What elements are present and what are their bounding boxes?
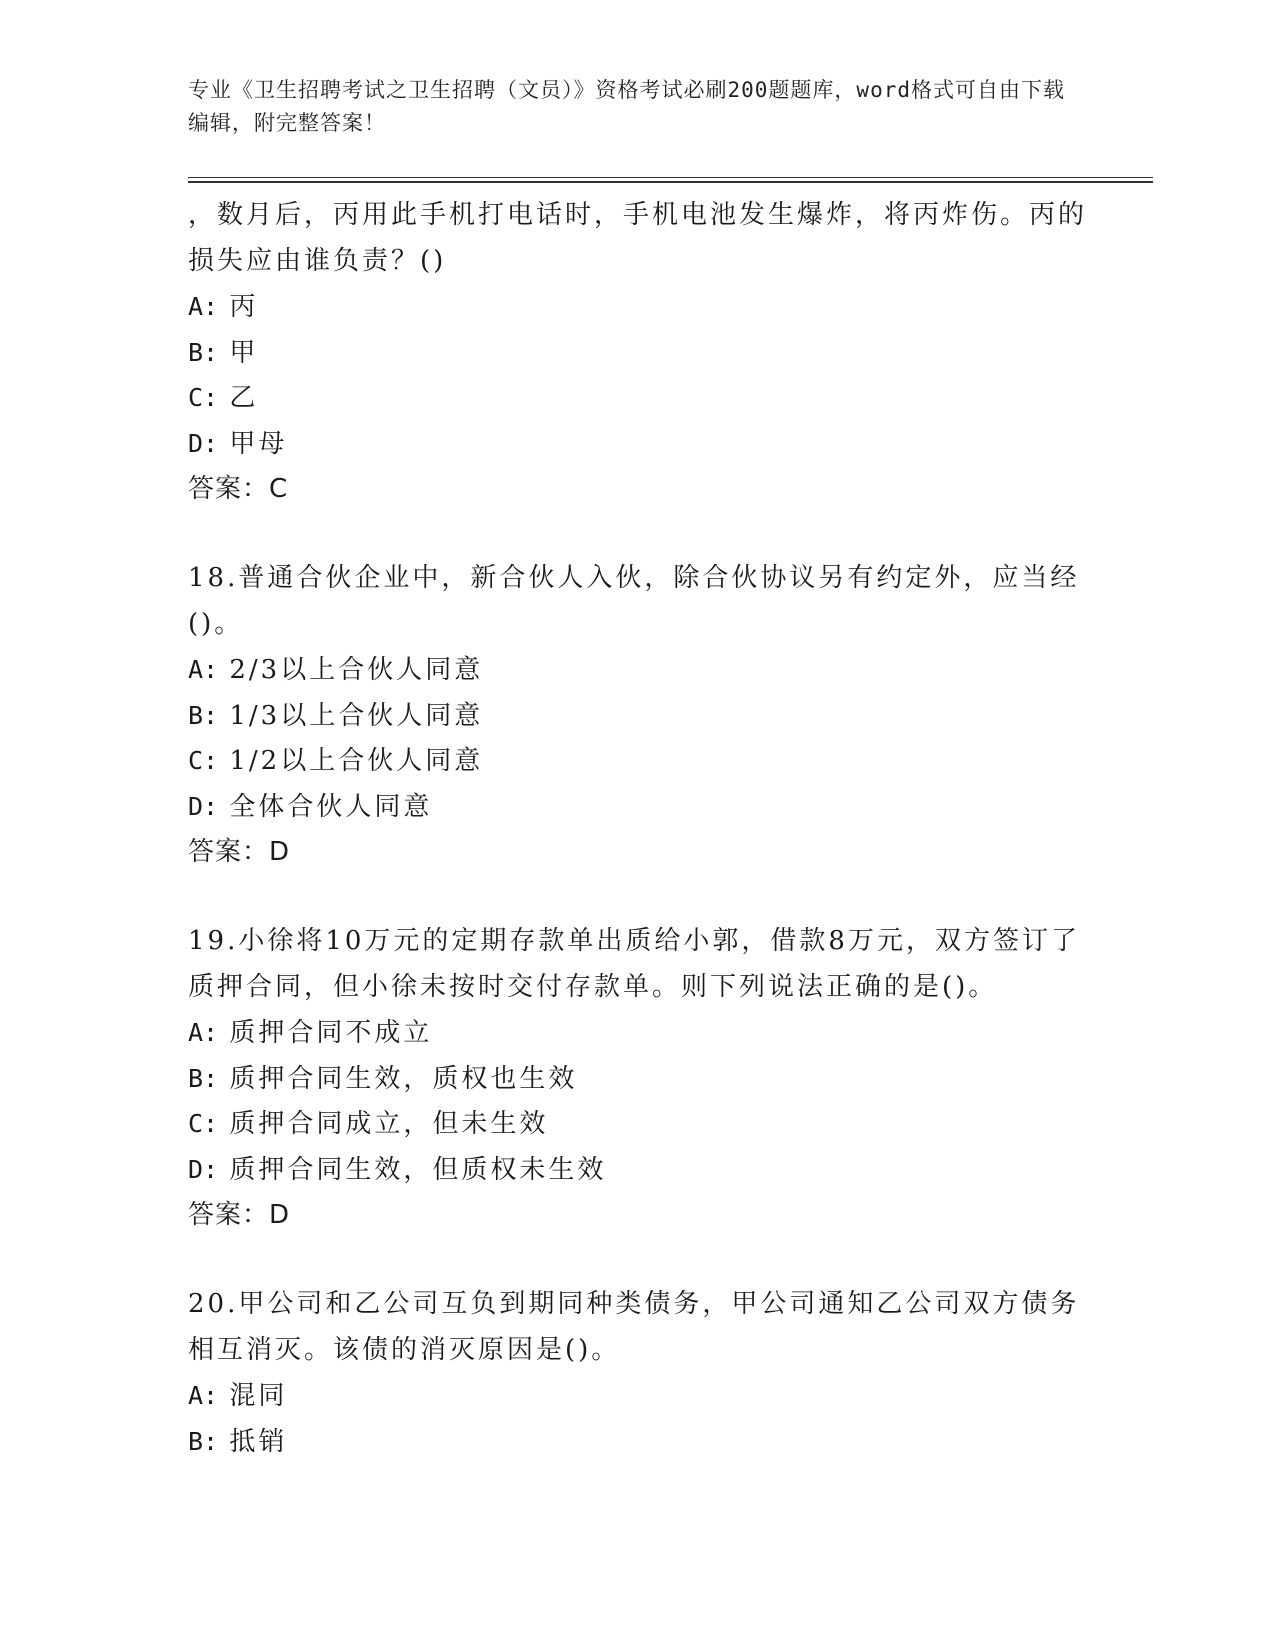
option-text: 混同 [229, 1381, 288, 1411]
option-b [188, 1419, 1088, 1465]
option-text: 质押合同生效，但质权未生效 [229, 1154, 607, 1185]
option-label: D: [188, 791, 219, 821]
answer-line: 答案：D [188, 837, 291, 867]
option-text: 质押合同生效，质权也生效 [229, 1063, 578, 1094]
option-text: 全体合伙人同意 [229, 791, 433, 822]
option-a [188, 647, 1088, 693]
option-text: 2/3以上合伙人同意 [229, 655, 484, 685]
question-block [188, 192, 1088, 512]
question-block [188, 1281, 1088, 1464]
option-label: C: [188, 746, 219, 775]
option-d [188, 421, 1088, 467]
option-label: C: [188, 383, 219, 412]
question-text: 20.甲公司和乙公司互负到期同种类债务，甲公司通知乙公司双方债务相互消灭。该债的消灭原因是()。 [188, 1289, 1080, 1365]
question-block [188, 918, 1088, 1238]
question-text: 18.普通合伙企业中，新合伙人入伙，除合伙协议另有约定外，应当经()。 [188, 563, 1080, 639]
option-b [188, 1056, 1088, 1102]
question-block [188, 555, 1088, 875]
option-text: 质押合同成立，但未生效 [229, 1109, 549, 1139]
option-text: 1/2以上合伙人同意 [229, 746, 484, 776]
option-c [188, 375, 1088, 421]
option-label: D: [188, 428, 219, 458]
option-text: 乙 [229, 383, 259, 413]
option-a [188, 1373, 1088, 1419]
question-text: 19.小徐将10万元的定期存款单出质给小郭，借款8万元，双方签订了质押合同，但小徐未按时交付存款单。则下列说法正确的是()。 [188, 926, 1080, 1002]
header-divider-thin [188, 177, 1153, 178]
option-label: A: [188, 655, 219, 684]
option-label: A: [188, 292, 219, 321]
option-label: A: [188, 1018, 219, 1047]
option-d [188, 1147, 1088, 1193]
option-label: A: [188, 1381, 219, 1410]
option-c [188, 738, 1088, 784]
option-text: 丙 [229, 292, 259, 322]
option-a [188, 284, 1088, 330]
option-label: D: [188, 1154, 219, 1184]
document-header-title: 专业《卫生招聘考试之卫生招聘（文员）》资格考试必刷200题题库，word格式可自由下载编辑，附完整答案！ [188, 78, 1065, 135]
answer-line: 答案：D [188, 1200, 291, 1230]
option-text: 质押合同不成立 [229, 1018, 433, 1048]
option-text: 甲 [229, 337, 259, 368]
question-list [188, 192, 1088, 1464]
option-label: B: [188, 1426, 219, 1456]
option-label: B: [188, 337, 219, 367]
option-d [188, 784, 1088, 830]
answer-line: 答案：C [188, 474, 289, 504]
option-text: 甲母 [229, 428, 288, 459]
option-b [188, 330, 1088, 376]
header-divider-thick [188, 181, 1153, 183]
option-label: B: [188, 1063, 219, 1093]
option-label: C: [188, 1109, 219, 1138]
option-a [188, 1010, 1088, 1056]
option-c [188, 1101, 1088, 1147]
option-label: B: [188, 700, 219, 730]
option-b [188, 693, 1088, 739]
option-text: 抵销 [229, 1426, 288, 1457]
question-text: ，数月后，丙用此手机打电话时，手机电池发生爆炸，将丙炸伤。丙的损失应由谁负责？() [188, 200, 1088, 276]
option-text: 1/3以上合伙人同意 [229, 700, 484, 731]
